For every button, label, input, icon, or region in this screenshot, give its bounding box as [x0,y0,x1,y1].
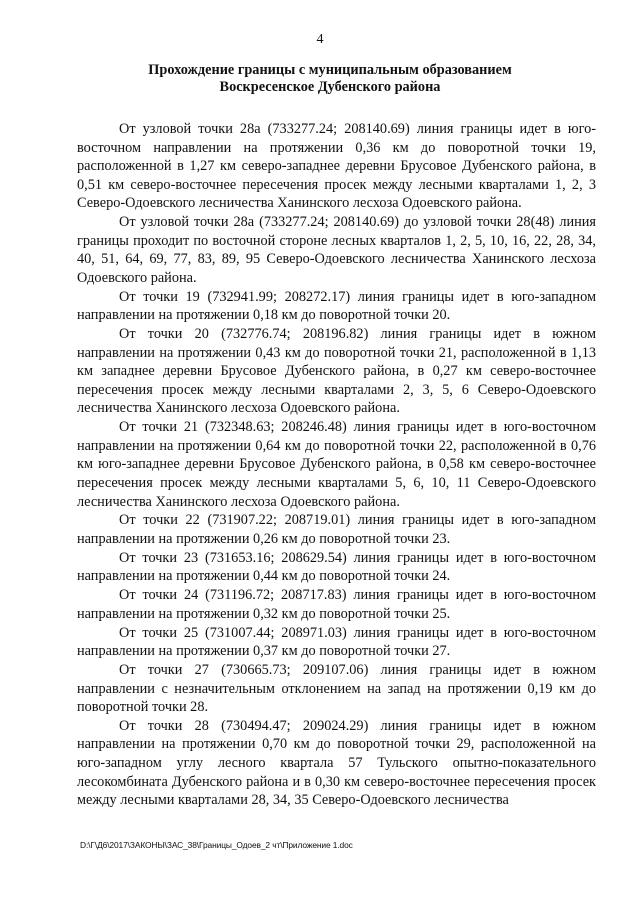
paragraph: От точки 21 (732348.63; 208246.48) линия границы идет в юго-восточном направлении на протяжении 0,64 км до поворотной точки 22, расположенной в 0,76 км юго-западнее деревни Брусовое Дубенского района, в 0,58 км северо-восточнее пересечения просек между лесными кварталами 5, 6, 10, 11 Северо-Одоевского лесничества Ханинского лесхоза Одоевского района. [77,419,596,510]
page-number: 4 [316,32,324,47]
paragraph: От точки 25 (731007.44; 208971.03) линия границы идет в юго-восточном направлении на протяжении 0,37 км до поворотной точки 27. [77,624,596,660]
paragraph: От точки 23 (731653.16; 208629.54) линия границы идет в юго-восточном направлении на протяжении 0,44 км до поворотной точки 24. [77,549,596,585]
paragraph: От точки 28 (730494.47; 209024.29) линия границы идет в южном направлении на протяжении 0,70 км до поворотной точки 29, расположенной на юго-западном углу лесного квартала 57 Тульского опытно-показательного лесокомбината Дубенского района и в 0,30 км северо-восточнее пересечения просек между лесными кварталами 28, 34, 35 Северо-Одоевского лесничества [77,717,596,809]
paragraph: От точки 27 (730665.73; 209107.06) линия границы идет в южном направлении с незначительным отклонением на запад на протяжении 0,19 км до поворотной точки 28. [77,661,596,716]
paragraph: От точки 22 (731907.22; 208719.01) линия границы идет в юго-западном направлении на протяжении 0,26 км до поворотной точки 23. [77,512,596,547]
title-line-1: Прохождение границы с муниципальным образованием [148,62,512,78]
paragraph: От точки 20 (732776.74; 208196.82) линия границы идет в южном направлении на протяжении 0,43 км до поворотной точки 21, расположенной в 1,13 км западнее деревни Брусовое Дубенского района, в 0,27 км северо-восточнее пересечения просек между лесными кварталами 2, 3, 5, 6 Северо-Одоевского лесничества Ханинского лесхоза Одоевского района. [77,326,596,417]
paragraph: От точки 24 (731196.72; 208717.83) линия границы идет в юго-восточном направлении на протяжении 0,32 км до поворотной точки 25. [77,587,596,622]
paragraph: От точки 19 (732941.99; 208272.17) линия границы идет в юго-западном направлении на протяжении 0,18 км до поворотной точки 20. [77,288,596,324]
document-body [77,120,596,810]
paragraph: От узловой точки 28а (733277.24; 208140.69) до узловой точки 28(48) линия границы проходит по восточной стороне лесных кварталов 1, 2, 5, 10, 16, 22, 28, 34, 40, 51, 64, 69, 77, 83, 89, 95 Северо-Одоевского лесничества Ханинского лесхоза Одоевского района. [77,214,596,286]
file-path-footer: D:\Г\Д6\2017\ЗАКОНЫ\ЗАС_38\Границы_Одоев_2 чт\Приложение 1.doc [80,840,353,850]
title-line-2: Воскресенское Дубенского района [219,79,441,95]
document-title [60,62,600,96]
paragraph: От узловой точки 28а (733277.24; 208140.69) линия границы идет в юго-восточном направлении на протяжении 0,36 км до поворотной точки 19, расположенной в 1,27 км северо-западнее деревни Брусовое Дубенского района, в 0,51 км северо-восточнее пересечения просек между лесными кварталами 1, 2, 3 Северо-Одоевского лесничества Ханинского лесхоза Одоевского района. [77,121,596,212]
